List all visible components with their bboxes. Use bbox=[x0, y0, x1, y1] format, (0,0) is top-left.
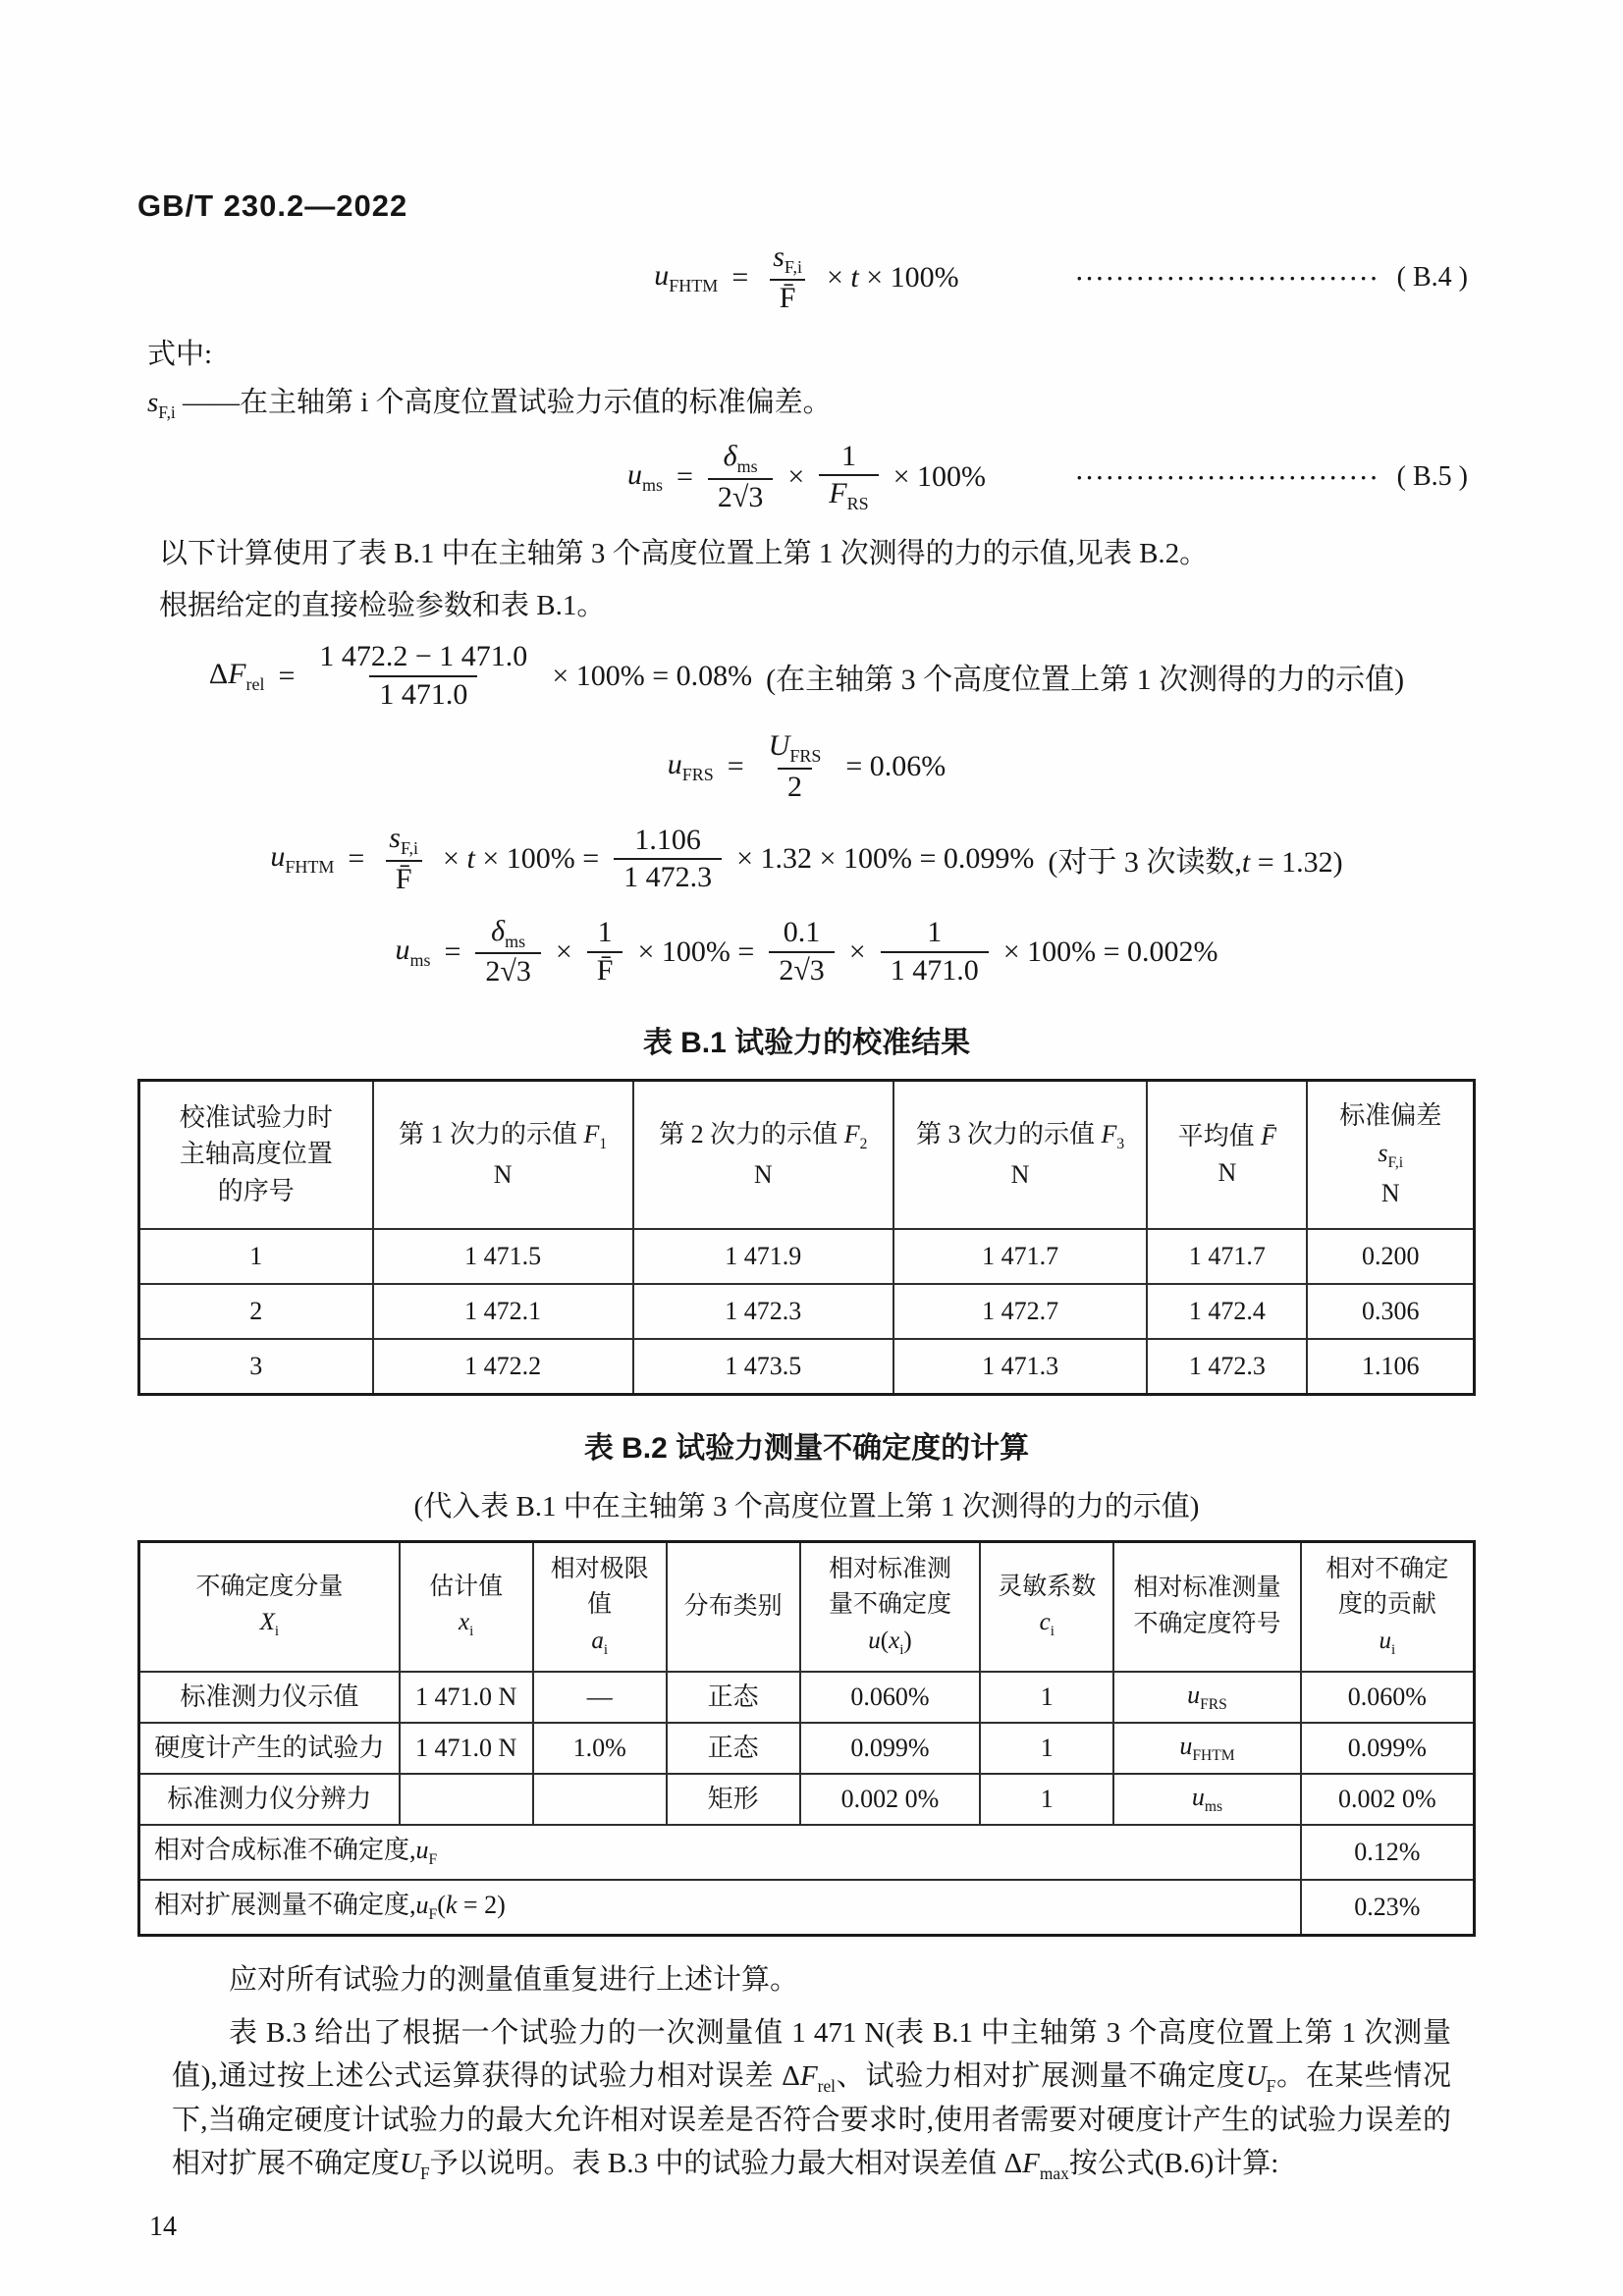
fraction-numerator: $\delta_{ms}$ bbox=[491, 914, 526, 951]
table-cell: 0.060% bbox=[1301, 1672, 1475, 1723]
equals-sign: = bbox=[278, 659, 296, 692]
formula-b4-lhs: $u_{FHTM}$ bbox=[654, 259, 719, 296]
fraction-numerator: $U_{FRS}$ bbox=[768, 729, 822, 767]
page-number: 14 bbox=[149, 2212, 177, 2243]
table-cell: 1 471.7 bbox=[1147, 1229, 1307, 1284]
fraction-denominator: 2√3 bbox=[769, 951, 834, 989]
table-cell: 1.0% bbox=[533, 1723, 667, 1774]
table-cell: 标准测力仪示值 bbox=[139, 1672, 400, 1723]
equation-delta-f-rel bbox=[137, 639, 1476, 713]
equation-number: ( B.5 ) bbox=[1396, 461, 1468, 493]
column-header: 相对标准测量 不确定度符号 bbox=[1113, 1541, 1300, 1672]
footer-label: 相对合成标准不确定度$,u_F$ bbox=[139, 1825, 1301, 1880]
table-cell: 1 472.7 bbox=[893, 1284, 1147, 1339]
table-row bbox=[139, 1284, 1475, 1339]
table-b2-title: 表 B.2 试验力测量不确定度的计算 bbox=[583, 1431, 1030, 1465]
table-b1-title: 表 B.1 试验力的校准结果 bbox=[642, 1026, 971, 1059]
footer-label: 相对扩展测量不确定度$,u_F(k = 2)$ bbox=[139, 1880, 1301, 1936]
fraction bbox=[759, 728, 832, 805]
table-cell: 1 471.3 bbox=[893, 1339, 1147, 1395]
table-cell: 1 bbox=[980, 1774, 1113, 1825]
table-cell: 1 471.5 bbox=[373, 1229, 633, 1284]
fraction-denominator: $F_{RS}$ bbox=[819, 474, 878, 515]
equation-result: = 0.06% bbox=[845, 750, 947, 783]
table-cell bbox=[533, 1774, 667, 1825]
fraction bbox=[708, 439, 773, 515]
dotted-leader: ······························ bbox=[1075, 266, 1380, 292]
table-cell: 1 471.9 bbox=[633, 1229, 893, 1284]
equals-sign: = bbox=[676, 460, 693, 494]
where-label: 式中: bbox=[147, 339, 213, 371]
fraction-denominator: 1 471.0 bbox=[369, 675, 477, 714]
table-cell: $u_{FRS}$ bbox=[1113, 1672, 1300, 1723]
table-cell: $u_{ms}$ bbox=[1113, 1774, 1300, 1825]
fraction bbox=[819, 439, 878, 515]
table-cell: 正态 bbox=[667, 1672, 800, 1723]
fraction bbox=[475, 914, 540, 990]
table-cell: 0.099% bbox=[800, 1723, 981, 1774]
times-sign: × bbox=[848, 934, 866, 968]
table-cell: 0.060% bbox=[800, 1672, 981, 1723]
footer-value: 0.12% bbox=[1301, 1825, 1475, 1880]
table-cell: 正态 bbox=[667, 1723, 800, 1774]
column-header: 相对不确定 度的贡献 $u_i$ bbox=[1301, 1541, 1475, 1672]
equation-lhs: $\Delta F_{rel}$ bbox=[208, 657, 265, 694]
fraction-denominator: F̄ bbox=[770, 279, 806, 317]
equation-reference bbox=[1076, 262, 1468, 294]
table-cell: — bbox=[533, 1672, 667, 1723]
times-sign: × bbox=[555, 934, 572, 968]
fraction-denominator: F̄ bbox=[587, 951, 623, 989]
table-row bbox=[139, 1672, 1475, 1723]
equals-sign: = bbox=[444, 934, 461, 968]
table-cell: 1 bbox=[139, 1229, 373, 1284]
equation-u-fhtm bbox=[137, 821, 1476, 897]
table-cell: 2 bbox=[139, 1284, 373, 1339]
column-header: 灵敏系数 $c_i$ bbox=[980, 1541, 1113, 1672]
column-header: 不确定度分量 $X_i$ bbox=[139, 1541, 400, 1672]
table-cell: 1 471.0 N bbox=[400, 1672, 533, 1723]
equation-middle: × t × 100% = bbox=[443, 842, 600, 876]
formula-b4 bbox=[137, 240, 1476, 316]
equation-number: ( B.4 ) bbox=[1396, 262, 1468, 294]
table-header-row bbox=[139, 1541, 1475, 1672]
fraction-denominator: 2 bbox=[778, 768, 812, 806]
fraction bbox=[614, 823, 722, 896]
table-row bbox=[139, 1723, 1475, 1774]
table-cell: $u_{FHTM}$ bbox=[1113, 1723, 1300, 1774]
fraction bbox=[763, 240, 812, 316]
formula-b4-tail: × t × 100% bbox=[827, 261, 959, 294]
table-footer-row bbox=[139, 1880, 1475, 1936]
equation-result: × 100% = 0.08% bbox=[552, 659, 753, 692]
table-cell: 1 472.4 bbox=[1147, 1284, 1307, 1339]
symbol: $s_{F,i}$ bbox=[147, 387, 176, 422]
table-cell: 1.106 bbox=[1307, 1339, 1474, 1395]
table-cell: 0.200 bbox=[1307, 1229, 1474, 1284]
equation-u-frs bbox=[137, 728, 1476, 805]
equation-note: (对于 3 次读数,t = 1.32) bbox=[1048, 846, 1343, 880]
table-cell: 1 472.2 bbox=[373, 1339, 633, 1395]
equation-lhs: $u_{ms}$ bbox=[395, 933, 431, 970]
table-cell: 1 bbox=[980, 1723, 1113, 1774]
table-cell: 0.306 bbox=[1307, 1284, 1474, 1339]
table-b2 bbox=[137, 1540, 1476, 1937]
fraction-numerator: 0.1 bbox=[783, 916, 821, 949]
column-header: 第 2 次力的示值 $F_2$ N bbox=[633, 1080, 893, 1229]
fraction-numerator: 1 bbox=[840, 439, 856, 472]
table-header-row bbox=[139, 1080, 1475, 1229]
equation-lhs: $u_{FRS}$ bbox=[667, 748, 714, 785]
formula-b5-tail: × 100% bbox=[893, 460, 987, 494]
paragraph: 以下计算使用了表 B.1 中在主轴第 3 个高度位置上第 1 次测得的力的示值,见表 B.2。 bbox=[159, 538, 1209, 570]
equals-sign: = bbox=[348, 842, 365, 876]
equation-result: × 1.32 × 100% = 0.099% bbox=[736, 842, 1035, 876]
column-header: 相对标准测 量不确定度 $u(x_i)$ bbox=[800, 1541, 981, 1672]
formula-b5-lhs: $u_{ms}$ bbox=[626, 458, 663, 496]
fraction-numerator: 1 bbox=[927, 916, 943, 949]
symbol-definition-text: ——在主轴第 i 个高度位置试验力示值的标准偏差。 bbox=[175, 387, 832, 419]
column-header: 第 3 次力的示值 $F_3$ N bbox=[893, 1080, 1147, 1229]
table-b1 bbox=[137, 1079, 1476, 1396]
table-cell: 0.002 0% bbox=[800, 1774, 981, 1825]
column-header: 相对极限值 $a_i$ bbox=[533, 1541, 667, 1672]
table-cell bbox=[400, 1774, 533, 1825]
table-cell: 硬度计产生的试验力 bbox=[139, 1723, 400, 1774]
fraction-denominator: 2√3 bbox=[475, 952, 540, 990]
equation-note: (在主轴第 3 个高度位置上第 1 次测得的力的示值) bbox=[766, 663, 1405, 696]
fraction-denominator: 1 472.3 bbox=[614, 858, 722, 896]
paragraph: 表 B.3 给出了根据一个试验力的一次测量值 1 471 N(表 B.1 中主轴第 3 个高度位置上第 1 次测量值),通过按上述公式运算获得的试验力相对误差 $\Delta F_{rel}$、试验力相对扩展测量不确定度$U_F$。在某些情况下,当确定硬度计试验力的最大允许相对误差是否符合要求时,使用者需要对硬度计产生的试验力误差的相对扩展不确定度$U_F$予以说明。表 B.3 中的试验力最大相对误差值 $\Delta F_{max}$按公式(B.6)计算: bbox=[172, 2016, 1451, 2184]
table-cell: 1 472.3 bbox=[633, 1284, 893, 1339]
table-footer-row bbox=[139, 1825, 1475, 1880]
fraction-denominator: F̄ bbox=[386, 860, 422, 898]
table-cell: 3 bbox=[139, 1339, 373, 1395]
paragraph: 应对所有试验力的测量值重复进行上述计算。 bbox=[229, 1963, 799, 1996]
equation-lhs: $u_{FHTM}$ bbox=[270, 840, 335, 878]
column-header: 第 1 次力的示值 $F_1$ N bbox=[373, 1080, 633, 1229]
fraction-denominator: 1 471.0 bbox=[881, 951, 989, 989]
column-header: 平均值 F̄ N bbox=[1147, 1080, 1307, 1229]
table-cell: 1 471.7 bbox=[893, 1229, 1147, 1284]
fraction bbox=[379, 821, 428, 897]
table-b2-subtitle: (代入表 B.1 中在主轴第 3 个高度位置上第 1 次测得的力的示值) bbox=[413, 1490, 1200, 1522]
fraction bbox=[881, 915, 989, 988]
column-header: 校准试验力时 主轴高度位置 的序号 bbox=[139, 1080, 373, 1229]
column-header: 分布类别 bbox=[667, 1541, 800, 1672]
table-cell: 1 472.3 bbox=[1147, 1339, 1307, 1395]
equals-sign: = bbox=[727, 750, 744, 783]
fraction-denominator: 2√3 bbox=[708, 478, 773, 516]
standard-number: GB/T 230.2—2022 bbox=[137, 188, 408, 223]
fraction bbox=[587, 915, 623, 988]
equation-result: × 100% = 0.002% bbox=[1002, 934, 1218, 968]
table-row bbox=[139, 1339, 1475, 1395]
table-cell: 1 bbox=[980, 1672, 1113, 1723]
fraction-numerator: 1 472.2 − 1 471.0 bbox=[319, 640, 528, 673]
table-cell: 1 471.0 N bbox=[400, 1723, 533, 1774]
dotted-leader: ······························ bbox=[1075, 465, 1380, 491]
table-cell: 矩形 bbox=[667, 1774, 800, 1825]
column-header: 标准偏差 $s_{F,i}$ N bbox=[1307, 1080, 1474, 1229]
table-cell: 0.002 0% bbox=[1301, 1774, 1475, 1825]
table-row bbox=[139, 1774, 1475, 1825]
table-cell: 0.099% bbox=[1301, 1723, 1475, 1774]
fraction-numerator: 1 bbox=[597, 916, 613, 949]
formula-b5 bbox=[137, 439, 1476, 515]
column-header: 估计值 $x_i$ bbox=[400, 1541, 533, 1672]
fraction-numerator: 1.106 bbox=[634, 823, 701, 856]
table-cell: 标准测力仪分辨力 bbox=[139, 1774, 400, 1825]
equals-sign: = bbox=[731, 261, 749, 294]
fraction-numerator: $s_{F,i}$ bbox=[773, 240, 802, 277]
table-cell: 1 472.1 bbox=[373, 1284, 633, 1339]
fraction bbox=[309, 639, 537, 713]
table-row bbox=[139, 1229, 1475, 1284]
symbol-definition bbox=[147, 380, 1476, 423]
equation-u-ms bbox=[137, 914, 1476, 990]
fraction-numerator: $s_{F,i}$ bbox=[389, 822, 419, 859]
fraction bbox=[769, 915, 834, 988]
times-sign: × bbox=[787, 460, 805, 494]
fraction-numerator: $\delta_{ms}$ bbox=[723, 439, 758, 476]
paragraph: 根据给定的直接检验参数和表 B.1。 bbox=[159, 590, 606, 622]
table-cell: 1 473.5 bbox=[633, 1339, 893, 1395]
equation-middle: × 100% = bbox=[637, 934, 755, 968]
footer-value: 0.23% bbox=[1301, 1880, 1475, 1936]
equation-reference bbox=[1076, 461, 1468, 493]
